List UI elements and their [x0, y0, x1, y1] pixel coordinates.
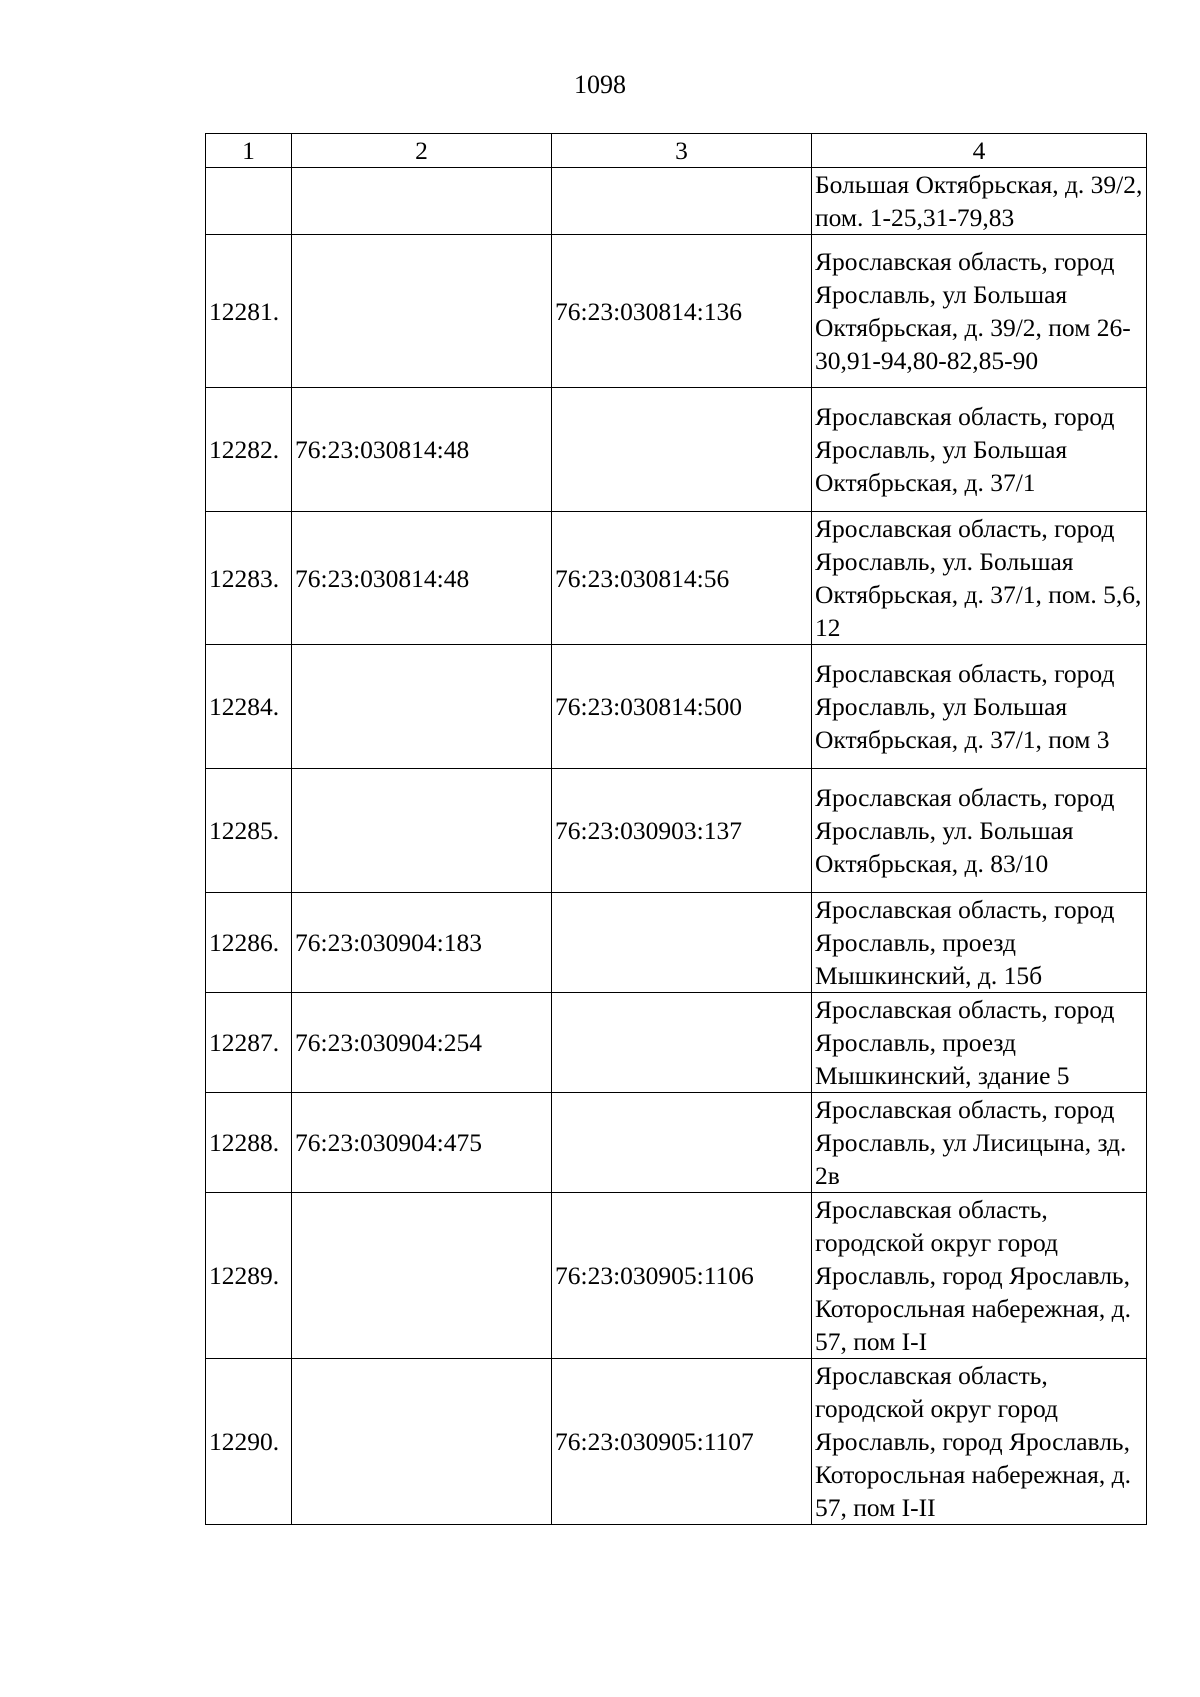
table-row	[206, 168, 1147, 235]
cadastral-number-land	[292, 1359, 552, 1525]
table-row	[206, 1193, 1147, 1359]
address-cell: Ярославская область, город Ярославль, ул Большая Октябрьская, д. 37/1	[812, 388, 1147, 512]
cadastral-number-land: 76:23:030904:183	[292, 893, 552, 993]
row-number: 12287.	[206, 993, 292, 1093]
address-cell: Ярославская область, городской округ город Ярославль, город Ярославль, Которосльная набережная, д. 57, пом I-I	[812, 1193, 1147, 1359]
cadastral-number-land	[292, 235, 552, 388]
table-row	[206, 512, 1147, 645]
table-row	[206, 235, 1147, 388]
cadastral-number-object: 76:23:030814:56	[552, 512, 812, 645]
cadastral-number-object	[552, 388, 812, 512]
table-row	[206, 1359, 1147, 1525]
row-number: 12286.	[206, 893, 292, 993]
address-cell: Ярославская область, город Ярославль, ул. Большая Октябрьская, д. 37/1, пом. 5,6, 12	[812, 512, 1147, 645]
address-cell: Ярославская область, город Ярославль, проезд Мышкинский, здание 5	[812, 993, 1147, 1093]
row-number: 12289.	[206, 1193, 292, 1359]
address-cell: Ярославская область, город Ярославль, ул. Большая Октябрьская, д. 83/10	[812, 769, 1147, 893]
row-number	[206, 168, 292, 235]
column-header-4: 4	[812, 134, 1147, 168]
cadastral-number-object: 76:23:030905:1106	[552, 1193, 812, 1359]
address-cell: Ярославская область, город Ярославль, ул Большая Октябрьская, д. 39/2, пом 26-30,91-94,80-82,85-90	[812, 235, 1147, 388]
cadastral-number-land: 76:23:030814:48	[292, 512, 552, 645]
cadastral-number-object: 76:23:030903:137	[552, 769, 812, 893]
cadastral-number-object	[552, 1093, 812, 1193]
table-row	[206, 893, 1147, 993]
cadastral-number-land: 76:23:030904:254	[292, 993, 552, 1093]
column-header-2: 2	[292, 134, 552, 168]
table-row	[206, 645, 1147, 769]
table-row	[206, 388, 1147, 512]
cadastral-number-object	[552, 893, 812, 993]
cadastral-number-land	[292, 168, 552, 235]
row-number: 12285.	[206, 769, 292, 893]
row-number: 12283.	[206, 512, 292, 645]
table-row	[206, 769, 1147, 893]
cadastral-number-land: 76:23:030814:48	[292, 388, 552, 512]
cadastral-number-object	[552, 168, 812, 235]
page-number: 1098	[574, 70, 626, 99]
row-number: 12288.	[206, 1093, 292, 1193]
address-cell: Ярославская область, городской округ город Ярославль, город Ярославль, Которосльная набережная, д. 57, пом I-II	[812, 1359, 1147, 1525]
cadastral-number-object: 76:23:030814:136	[552, 235, 812, 388]
registry-table	[205, 133, 1147, 1525]
cadastral-number-land	[292, 1193, 552, 1359]
column-header-1: 1	[206, 134, 292, 168]
cadastral-number-object: 76:23:030905:1107	[552, 1359, 812, 1525]
row-number: 12281.	[206, 235, 292, 388]
cadastral-number-object	[552, 993, 812, 1093]
address-cell: Ярославская область, город Ярославль, ул Лисицына, зд. 2в	[812, 1093, 1147, 1193]
column-header-3: 3	[552, 134, 812, 168]
table-header-row	[206, 134, 1147, 168]
table-row	[206, 993, 1147, 1093]
row-number: 12282.	[206, 388, 292, 512]
cadastral-number-land	[292, 645, 552, 769]
row-number: 12284.	[206, 645, 292, 769]
table-row	[206, 1093, 1147, 1193]
row-number: 12290.	[206, 1359, 292, 1525]
address-cell: Ярославская область, город Ярославль, проезд Мышкинский, д. 15б	[812, 893, 1147, 993]
address-cell: Большая Октябрьская, д. 39/2, пом. 1-25,31-79,83	[812, 168, 1147, 235]
cadastral-number-land	[292, 769, 552, 893]
address-cell: Ярославская область, город Ярославль, ул Большая Октябрьская, д. 37/1, пом 3	[812, 645, 1147, 769]
cadastral-number-object: 76:23:030814:500	[552, 645, 812, 769]
cadastral-number-land: 76:23:030904:475	[292, 1093, 552, 1193]
